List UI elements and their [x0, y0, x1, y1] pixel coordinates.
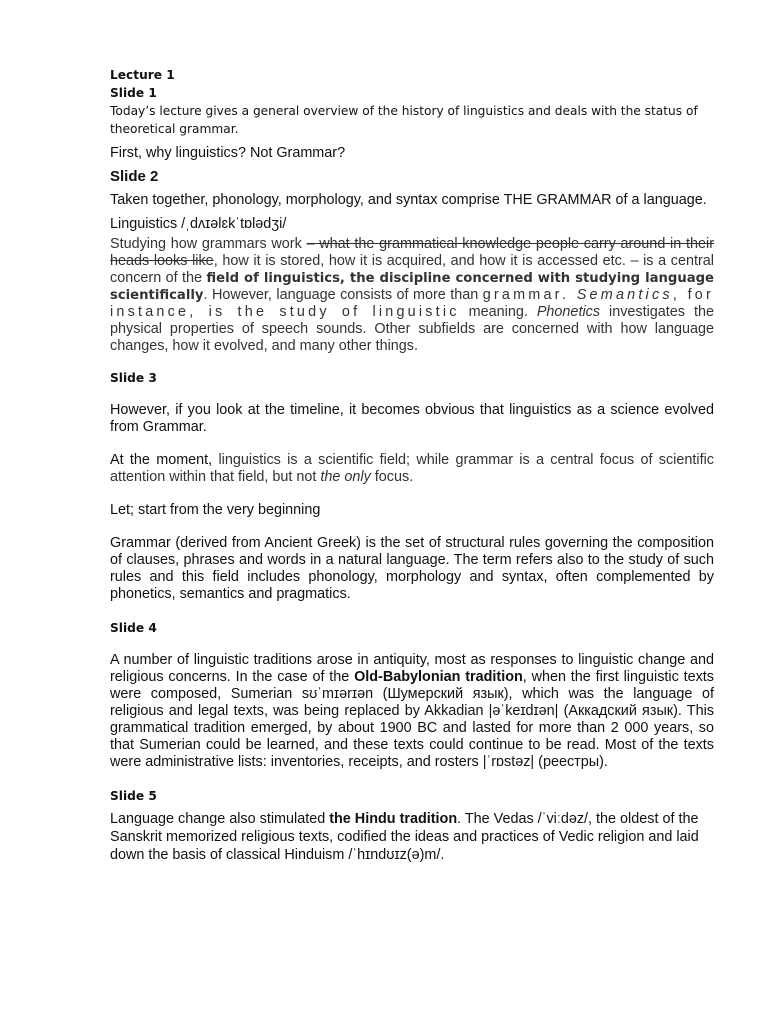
slide3-paragraph-3: Let; start from the very beginning	[110, 502, 321, 518]
slide2-paragraph-1: Taken together, phonology, morphology, and syntax comprise THE GRAMMAR of a language.	[110, 192, 707, 208]
slide2-heading: Slide 2	[110, 168, 159, 185]
slide2-paragraph-2: Studying how grammars work – what the grammatical knowledge people carry around in their heads looks like, how it is stored, how it is acquired, and how it is accessed etc. – is a central concern of the field of linguistics, the discipline concerned with studying language scientifically. However, language consists of more than grammar. Semantics, for instance, is the study of linguistic meaning. Phonetics investigates the physical properties of speech sounds. Other subfields are concerned with how language changes, how it evolved, and many other things.	[110, 236, 714, 354]
bold-phrase: field of linguistics, the discipline concerned with studying language scientifically	[110, 271, 714, 303]
slide4-heading: Slide 4	[110, 621, 157, 635]
italic-phonetics: Phonetics	[536, 304, 601, 320]
italic-semantics: Semantics	[576, 287, 673, 303]
slide3-heading: Slide 3	[110, 371, 157, 385]
slide3-paragraph-1: However, if you look at the timeline, it becomes obvious that linguistics as a science evolved from Grammar.	[110, 402, 714, 435]
slide1-heading: Slide 1	[110, 86, 157, 100]
document-page	[110, 66, 714, 864]
slide1-text: Today’s lecture gives a general overview of the history of linguistics and deals with the status of theoretical grammar.	[110, 104, 698, 136]
strikethrough-text: – what the grammatical knowledge people carry around in their heads looks like	[110, 236, 714, 269]
bold-phrase: Old-Babylonian tradition	[354, 669, 523, 685]
slide5-paragraph: Language change also stimulated the Hindu tradition. The Vedas /ˈviːdəz/, the oldest of the Sanskrit memorized religious texts, codified the ideas and practices of Vedic religion and laid down the basis of classical Hinduism /ˈhɪndʊɪz(ə)m/.	[110, 811, 699, 863]
bold-phrase: the Hindu tradition	[329, 811, 458, 827]
lecture-title: Lecture 1	[110, 68, 175, 82]
slide3-paragraph-2: At the moment, linguistics is a scientific field; while grammar is a central focus of scientific attention within that field, but not the only focus.	[110, 452, 714, 485]
slide1-question: First, why linguistics? Not Grammar?	[110, 145, 346, 161]
slide4-paragraph: A number of linguistic traditions arose in antiquity, most as responses to linguistic change and religious concerns. In the case of the Old-Babylonian tradition, when the first linguistic texts were composed, Sumerian sʊˈmɪərɪən (Шумерский язык), which was the language of religious and legal texts, was being replaced by Akkadian |əˈkeɪdɪən| (Аккадский язык). This grammatical tradition emerged, by about 1900 BC and lasted for more than 2 000 years, so that Sumerian could be learned, and these texts could continue to be read. Most of the texts were administrative lists: inventories, receipts, and rosters |ˈrɒstəz| (реестры).	[110, 652, 714, 770]
slide2-pronunciation: Linguistics /ˌdʌɪəlɛkˈtɒlədʒi/	[110, 216, 287, 232]
slide3-paragraph-4: Grammar (derived from Ancient Greek) is the set of structural rules governing the composition of clauses, phrases and words in a natural language. The term refers also to the study of such rules and this field includes phonology, morphology and syntax, often complemented by phonetics, semantics and pragmatics.	[110, 535, 714, 602]
slide5-heading: Slide 5	[110, 789, 157, 803]
